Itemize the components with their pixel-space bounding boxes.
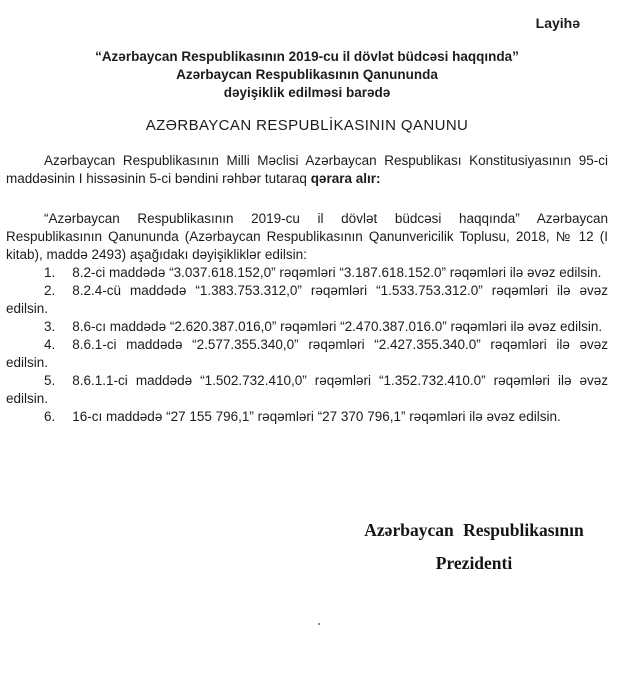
title-line-2: Azərbaycan Respublikasının Qanununda [176, 67, 438, 82]
law-heading: AZƏRBAYCAN RESPUBLİKASININ QANUNU [145, 117, 469, 134]
item-text: 8.2-ci maddədə “3.037.618.152,0” rəqəmləri “3.187.618.152.0” rəqəmləri ilə əvəz edilsin. [72, 265, 602, 280]
item-number: 2. [44, 283, 56, 298]
item-number: 6. [44, 409, 56, 424]
signature-block [340, 514, 608, 580]
item-text: 8.6-cı maddədə “2.620.387.016,0” rəqəmləri “2.470.387.016.0” rəqəmləri ilə əvəz edilsin. [72, 319, 603, 334]
item-text: 8.6.1.1-ci maddədə “1.502.732.410,0” rəqəmləri “1.352.732.410.0” rəqəmləri ilə əvəz edilsin. [6, 373, 608, 406]
signature-line-1: Azərbaycan Respublikasının [364, 520, 584, 540]
amendment-item-5 [6, 372, 608, 408]
preamble-text: Azərbaycan Respublikasının Milli Məclisi Azərbaycan Respublikası Konstitusiyasının 95-ci maddəsinin I hissəsinin 5-ci bəndini rəhbər tutaraq [6, 153, 608, 186]
document-title [6, 48, 608, 102]
item-number: 4. [44, 337, 56, 352]
item-number: 1. [44, 265, 56, 280]
item-text: 16-cı maddədə “27 155 796,1” rəqəmləri “27 370 796,1” rəqəmləri ilə əvəz edilsin. [72, 409, 561, 424]
draft-label: Layihə [535, 15, 580, 31]
item-number: 5. [44, 373, 56, 388]
amendment-item-4 [6, 336, 608, 372]
amendment-item-3 [6, 318, 608, 336]
item-text: 8.6.1-ci maddədə “2.577.355.340,0” rəqəmləri “2.427.355.340.0” rəqəmləri ilə əvəz edilsin. [6, 337, 608, 370]
item-text: 8.2.4-cü maddədə “1.383.753.312,0” rəqəmləri “1.533.753.312.0” rəqəmləri ilə əvəz edilsin. [6, 283, 608, 316]
title-line-1: “Azərbaycan Respublikasının 2019-cu il dövlət büdcəsi haqqında” [95, 49, 519, 64]
scan-artifact-dot [318, 623, 320, 625]
title-line-3: dəyişiklik edilməsi barədə [223, 85, 391, 100]
preamble-decree-bold: qərara alır: [310, 171, 381, 186]
signature-line-2: Prezidenti [435, 553, 513, 573]
amendment-item-1 [6, 264, 608, 282]
item-number: 3. [44, 319, 56, 334]
amendment-item-2 [6, 282, 608, 318]
amendment-item-6 [6, 408, 608, 426]
preamble-paragraph [6, 152, 608, 188]
amendment-intro-paragraph: “Azərbaycan Respublikasının 2019-cu il dövlət büdcəsi haqqında” Azərbaycan Respublikasının Qanununda (Azərbaycan Respublikasının Qanunvericilik Toplusu, 2018, № 12 (I kitab), maddə 2493) aşağıdakı dəyişikliklər edilsin: [6, 211, 608, 262]
